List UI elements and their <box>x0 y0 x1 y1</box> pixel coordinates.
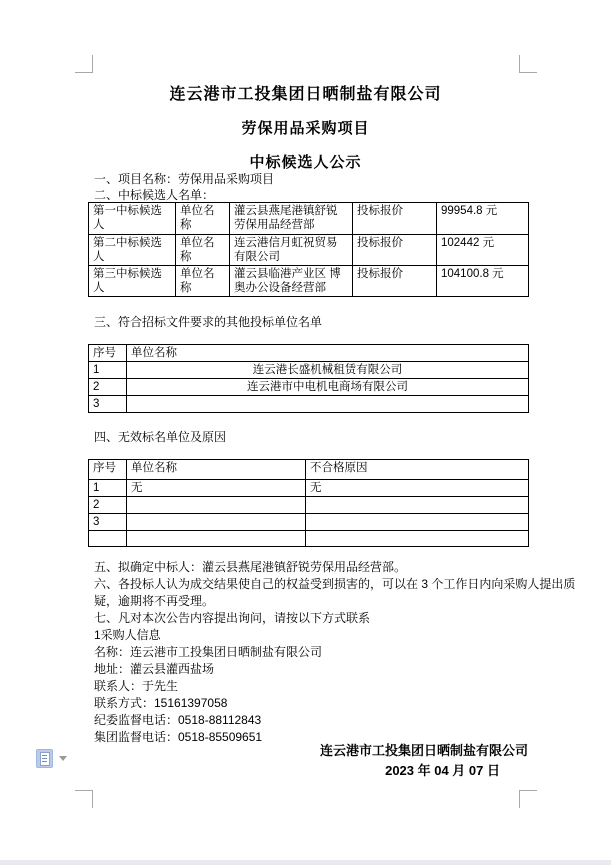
table-row <box>89 531 529 547</box>
candidates-table <box>88 202 529 297</box>
table-header-row <box>89 460 529 480</box>
section-6-line-2: 疑，逾期将不再受理。 <box>94 594 215 608</box>
doc-title-project: 劳保用品采购项目 <box>241 120 370 137</box>
candidate-price: 102442 元 <box>437 235 529 266</box>
row-no: 3 <box>89 514 127 531</box>
invalid-bids-table <box>88 459 529 547</box>
signature-date: 2023 年 04 月 07 日 <box>385 763 500 778</box>
bidder-name: 连云港长盛机械租赁有限公司 <box>127 362 529 379</box>
contact-name-line: 名称：连云港市工投集团日晒制盐有限公司 <box>94 645 323 659</box>
table-row <box>89 514 529 531</box>
row-no: 1 <box>89 480 127 497</box>
candidate-company: 连云港信月虹祝贸易有限公司 <box>230 235 353 266</box>
discipline-phone-line: 纪委监督电话：0518-88112843 <box>94 713 262 727</box>
col-header-name: 单位名称 <box>127 345 529 362</box>
candidate-rank: 第三中标候选人 <box>89 266 176 297</box>
candidate-rank: 第一中标候选人 <box>89 203 176 235</box>
clipboard-sheet <box>40 752 50 766</box>
page-bottom-gap <box>0 860 611 865</box>
candidate-price: 99954.8 元 <box>437 203 529 235</box>
table-row <box>89 362 529 379</box>
crop-mark-top-left <box>75 55 93 73</box>
section-6-line-1: 六、各投标人认为成交结果使自己的权益受到损害的，可以在 3 个工作日内向采购人提出质 <box>94 577 576 591</box>
table-row <box>89 480 529 497</box>
crop-mark-bottom-left <box>75 790 93 808</box>
candidate-row <box>89 203 529 235</box>
table-row <box>89 497 529 514</box>
invalid-name <box>127 531 306 547</box>
paste-options-button[interactable] <box>36 749 67 768</box>
chevron-down-icon <box>59 756 67 761</box>
section-7-line: 七、凡对本次公告内容提出询问，请按以下方式联系 <box>94 611 371 625</box>
price-label: 投标报价 <box>353 266 437 297</box>
invalid-name <box>127 514 306 531</box>
crop-mark-top-right <box>519 55 537 73</box>
row-no: 2 <box>89 379 127 396</box>
row-no: 2 <box>89 497 127 514</box>
candidate-row <box>89 266 529 297</box>
clipboard-icon <box>36 749 53 768</box>
row-no: 1 <box>89 362 127 379</box>
candidate-price: 104100.8 元 <box>437 266 529 297</box>
section-2-heading: 二、中标候选人名单： <box>94 188 215 202</box>
contact-address-line: 地址：灌云县灌西盐场 <box>94 662 215 676</box>
unit-name-label: 单位名称 <box>176 266 230 297</box>
row-no: 3 <box>89 396 127 413</box>
table-row <box>89 379 529 396</box>
candidate-company: 灌云县燕尾港镇舒锐劳保用品经营部 <box>230 203 353 235</box>
contact-heading: 1采购人信息 <box>94 628 161 642</box>
col-header-no: 序号 <box>89 345 127 362</box>
table-header-row <box>89 345 529 362</box>
other-bidders-table <box>88 344 529 413</box>
unit-name-label: 单位名称 <box>176 203 230 235</box>
bidder-name: 连云港市中电机电商场有限公司 <box>127 379 529 396</box>
bidder-name <box>127 396 529 413</box>
col-header-reason: 不合格原因 <box>306 460 529 480</box>
contact-person-line: 联系人：于先生 <box>94 679 179 693</box>
doc-title-notice: 中标候选人公示 <box>249 154 362 171</box>
invalid-reason <box>306 497 529 514</box>
candidate-row <box>89 235 529 266</box>
candidate-rank: 第二中标候选人 <box>89 235 176 266</box>
row-no <box>89 531 127 547</box>
section-1-heading: 一、项目名称：劳保用品采购项目 <box>94 172 275 186</box>
signature-company: 连云港市工投集团日晒制盐有限公司 <box>319 743 528 758</box>
price-label: 投标报价 <box>353 235 437 266</box>
col-header-name: 单位名称 <box>127 460 306 480</box>
section-4-heading: 四、无效标名单位及原因 <box>94 430 227 444</box>
table-row <box>89 396 529 413</box>
doc-title-company: 连云港市工投集团日晒制盐有限公司 <box>169 86 442 103</box>
invalid-name: 无 <box>127 480 306 497</box>
invalid-reason <box>306 531 529 547</box>
invalid-reason: 无 <box>306 480 529 497</box>
crop-mark-bottom-right <box>519 790 537 808</box>
candidate-company: 灌云县临港产业区 博奥办公设备经营部 <box>230 266 353 297</box>
contact-phone-line: 联系方式：15161397058 <box>94 696 228 710</box>
section-3-heading: 三、符合招标文件要求的其他投标单位名单 <box>94 315 323 329</box>
invalid-name <box>127 497 306 514</box>
price-label: 投标报价 <box>353 203 437 235</box>
section-5-line: 五、拟确定中标人：灌云县燕尾港镇舒锐劳保用品经营部。 <box>94 560 407 574</box>
group-phone-line: 集团监督电话：0518-85509651 <box>94 730 263 744</box>
invalid-reason <box>306 514 529 531</box>
col-header-no: 序号 <box>89 460 127 480</box>
unit-name-label: 单位名称 <box>176 235 230 266</box>
